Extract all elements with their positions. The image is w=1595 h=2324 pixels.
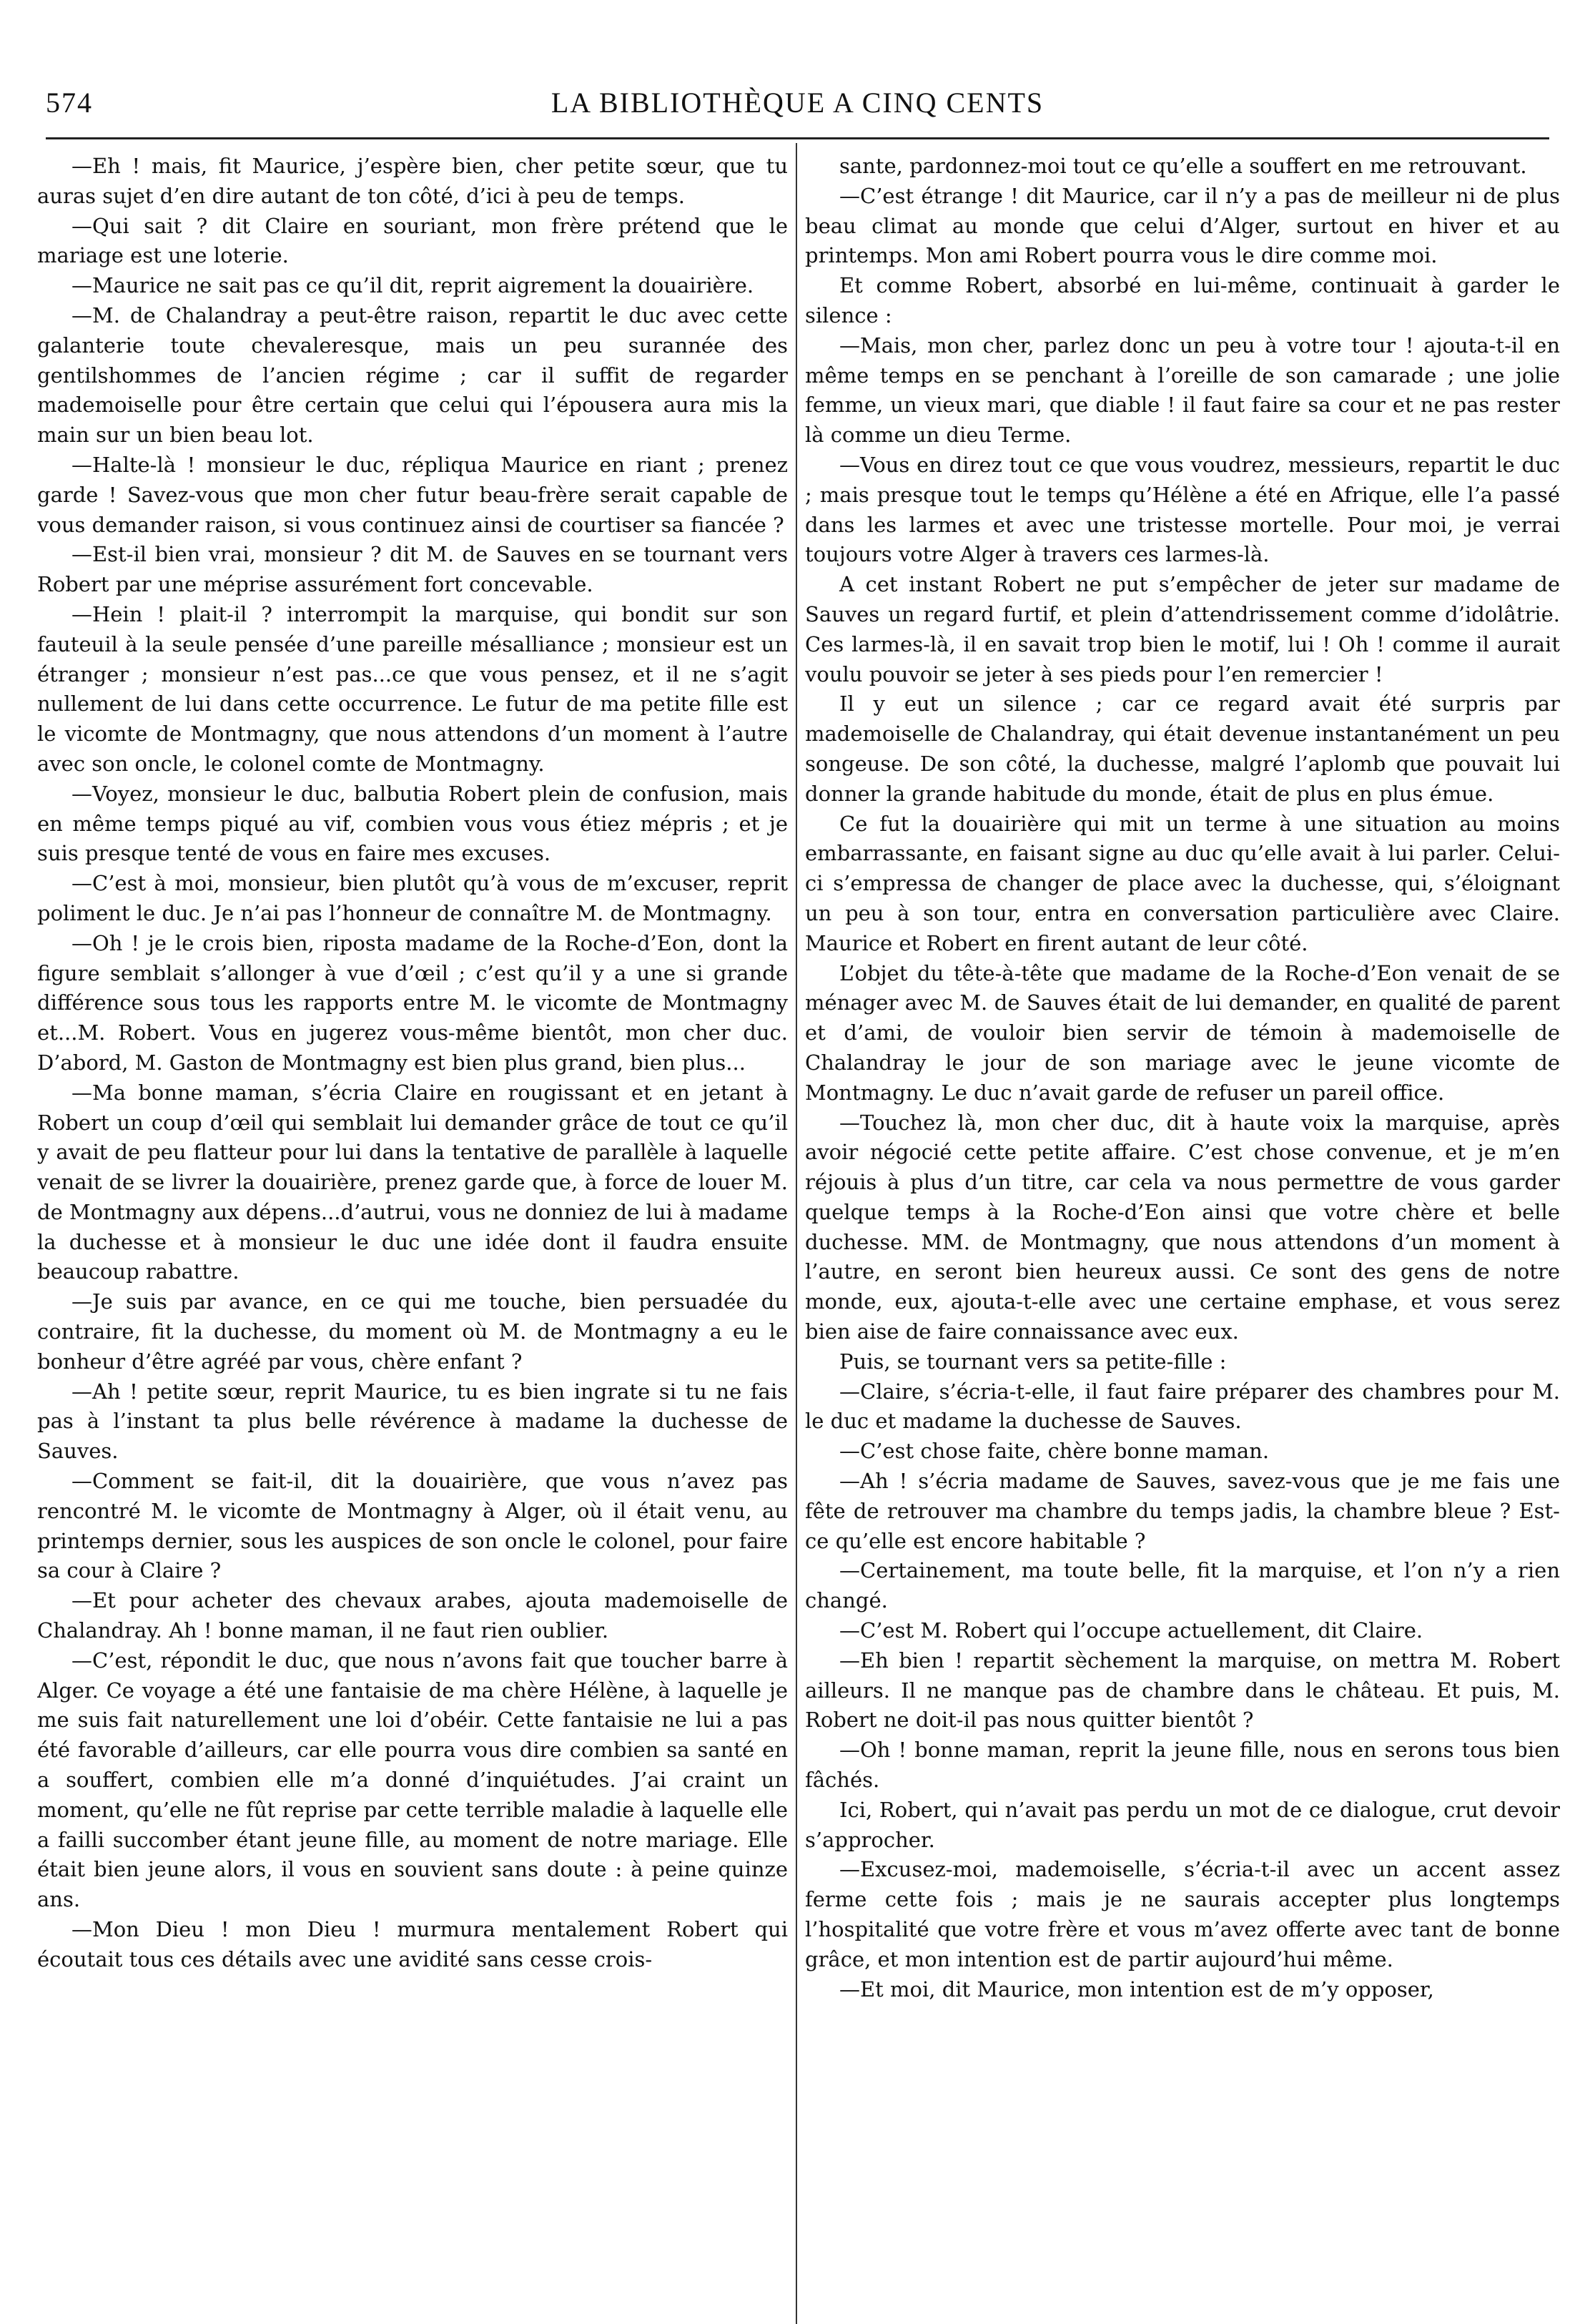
- paragraph: —Est-il bien vrai, monsieur ? dit M. de Sauves en se tournant vers Robert par une méprise assurément fort concevable.: [37, 542, 788, 597]
- paragraph: —Mais, mon cher, parlez donc un peu à votre tour ! ajouta-t-il en même temps en se penchant à l’oreille de son camarade ; une jolie femme, un vieux mari, que diable ! il faut faire sa cour et ne pas rester là comme un dieu Terme.: [805, 333, 1560, 448]
- paragraph: —Voyez, monsieur le duc, balbutia Robert plein de confusion, mais en même temps piqué au vif, combien vous vous étiez mépris ; et je suis presque tenté de vous en faire mes excuses.: [37, 781, 788, 866]
- paragraph: —Hein ! plait-il ? interrompit la marquise, qui bondit sur son fauteuil à la seule pensée d’une pareille mésalliance ; monsieur est un étranger ; monsieur n’est pas...ce que vous pensez, et il ne s’agit nullement de lui dans cette occurrence. Le futur de ma petite fille est le vicomte de Montmagny, que nous attendons d’un moment à l’autre avec son oncle, le colonel comte de Montmagny.: [37, 601, 788, 776]
- paragraph: —Et moi, dit Maurice, mon intention est de m’y opposer,: [839, 1976, 1434, 2002]
- paragraph: —C’est M. Robert qui l’occupe actuellement, dit Claire.: [839, 1618, 1423, 1643]
- paragraph: —Oh ! je le crois bien, riposta madame de la Roche-d’Eon, dont la figure semblait s’allonger à vue d’œil ; c’est qu’il y a une si grande différence sous tous les rapports entre M. le vicomte de Montmagny et...M. Robert. Vous en jugerez vous-même bientôt, mon cher duc. D’abord, M. Gaston de Montmagny est bien plus grand, bien plus...: [37, 930, 788, 1075]
- page-header: [46, 86, 1549, 129]
- paragraph: Puis, se tournant vers sa petite-fille :: [839, 1349, 1227, 1374]
- paragraph: —Vous en direz tout ce que vous voudrez, messieurs, repartit le duc ; mais presque tout le temps qu’Hélène a été en Afrique, elle l’a passé dans les larmes et avec une tristesse mortelle. Pour moi, je verrai toujours votre Alger à travers ces larmes-là.: [805, 452, 1560, 567]
- paragraph: Et comme Robert, absorbé en lui-même, continuait à garder le silence :: [805, 273, 1560, 328]
- right-column: [805, 152, 1560, 2305]
- running-title: LA BIBLIOTHÈQUE A CINQ CENTS: [550, 87, 1045, 119]
- paragraph: —C’est, répondit le duc, que nous n’avons fait que toucher barre à Alger. Ce voyage a été une fantaisie de ma chère Hélène, à laquelle je me suis fait naturellement une loi d’obéir. Cette fantaisie ne lui a pas été favorable d’ailleurs, car elle pourra vous dire combien sa santé en a souffert, combien elle m’a donné d’inquiétudes. J’ai craint un moment, qu’elle ne fût reprise par cette terrible maladie à laquelle elle a failli succomber étant jeune fille, au moment de notre mariage. Elle était bien jeune alors, il vous en souvient sans doute : à peine quinze ans.: [37, 1648, 788, 1912]
- paragraph: —Et pour acheter des chevaux arabes, ajouta mademoiselle de Chalandray. Ah ! bonne maman, il ne faut rien oublier.: [37, 1588, 788, 1643]
- paragraph: —Comment se fait-il, dit la douairière, que vous n’avez pas rencontré M. le vicomte de Montmagny à Alger, où il était venu, au printemps dernier, sous les auspices de son oncle le colonel, pour faire sa cour à Claire ?: [37, 1469, 788, 1583]
- paragraph: A cet instant Robert ne put s’empêcher de jeter sur madame de Sauves un regard furtif, et plein d’attendrissement comme d’idolâtrie. Ces larmes-là, il en savait trop bien le motif, lui ! Oh ! comme il aurait voulu pouvoir se jeter à ses pieds pour l’en remercier !: [805, 572, 1560, 686]
- paragraph: —Mon Dieu ! mon Dieu ! murmura mentalement Robert qui écoutait tous ces détails avec une avidité sans cesse crois-: [37, 1917, 788, 1971]
- paragraph: —Touchez là, mon cher duc, dit à haute voix la marquise, après avoir négocié cette petite affaire. C’est chose convenue, et je m’en réjouis à plus d’un titre, car cela va nous permettre de vous garder quelque temps à la Roche-d’Eon ainsi que votre chère et belle duchesse. MM. de Montmagny, que nous attendons d’un moment à l’autre, en seront bien heureux aussi. Ce sont des gens de notre monde, eux, ajouta-t-elle avec une certaine emphase, et vous serez bien aise de faire connaissance avec eux.: [805, 1110, 1560, 1344]
- paragraph: —Qui sait ? dit Claire en souriant, mon frère prétend que le mariage est une loterie.: [37, 213, 788, 268]
- column-divider: [796, 143, 797, 2324]
- paragraph: —Halte-là ! monsieur le duc, répliqua Maurice en riant ; prenez garde ! Savez-vous que mon cher futur beau-frère serait capable de vous demander raison, si vous continuez ainsi de courtiser sa fiancée ?: [37, 452, 788, 537]
- paragraph: —Ma bonne maman, s’écria Claire en rougissant et en jetant à Robert un coup d’œil qui semblait lui demander grâce de tout ce qu’il y avait de peu flatteur pour lui dans la tentative de parallèle à laquelle venait de se livrer la douairière, prenez garde que, à force de louer M. de Montmagny aux dépens...d’autrui, vous ne donniez de lui à madame la duchesse et à monsieur le duc une idée dont il faudra ensuite beaucoup rabattre.: [37, 1080, 788, 1284]
- paragraph: —Maurice ne sait pas ce qu’il dit, reprit aigrement la douairière.: [71, 273, 754, 298]
- paragraph: —Claire, s’écria-t-elle, il faut faire préparer des chambres pour M. le duc et madame la duchesse de Sauves.: [805, 1379, 1560, 1434]
- paragraph: —Eh ! mais, fit Maurice, j’espère bien, cher petite sœur, que tu auras sujet d’en dire autant de ton côté, d’ici à peu de temps.: [37, 154, 788, 208]
- page-number: 574: [46, 87, 93, 119]
- paragraph: —Certainement, ma toute belle, fit la marquise, et l’on n’y a rien changé.: [805, 1558, 1560, 1613]
- paragraph: —Je suis par avance, en ce qui me touche, bien persuadée du contraire, fit la duchesse, du moment où M. de Montmagny a eu le bonheur d’être agréé par vous, chère enfant ?: [37, 1289, 788, 1374]
- paragraph: —Ah ! petite sœur, reprit Maurice, tu es bien ingrate si tu ne fais pas à l’instant ta plus belle révérence à madame la duchesse de Sauves.: [37, 1379, 788, 1464]
- paragraph: —C’est à moi, monsieur, bien plutôt qu’à vous de m’excuser, reprit poliment le duc. Je n’ai pas l’honneur de connaître M. de Montmagny.: [37, 871, 788, 925]
- paragraph: Il y eut un silence ; car ce regard avait été surpris par mademoiselle de Chalandray, qui était devenue instantanément un peu songeuse. De son côté, la duchesse, malgré l’aplomb que pouvait lui donner la grande habitude du monde, était de plus en plus émue.: [805, 691, 1560, 806]
- paragraph: —Oh ! bonne maman, reprit la jeune fille, nous en serons tous bien fâchés.: [805, 1738, 1560, 1793]
- paragraph: —Excusez-moi, mademoiselle, s’écria-t-il avec un accent assez ferme cette fois ; mais je ne saurais accepter plus longtemps l’hospitalité que votre frère et vous m’avez offerte avec tant de bonne grâce, et mon intention est de partir aujourd’hui même.: [805, 1857, 1560, 1971]
- paragraph: sante, pardonnez-moi tout ce qu’elle a souffert en me retrouvant.: [839, 154, 1527, 178]
- paragraph: —Eh bien ! repartit sèchement la marquise, on mettra M. Robert ailleurs. Il ne manque pas de chambre dans le château. Et puis, M. Robert ne doit-il pas nous quitter bientôt ?: [805, 1648, 1560, 1733]
- paragraph: —M. de Chalandray a peut-être raison, repartit le duc avec cette galanterie toute chevaleresque, mais un peu surannée des gentilshommes de l’ancien régime ; car il suffit de regarder mademoiselle pour être certain que celui qui l’épousera aura mis la main sur un bien beau lot.: [37, 302, 788, 448]
- paragraph: Ce fut la douairière qui mit un terme à une situation au moins embarrassante, en faisant signe au duc qu’elle avait à lui parler. Celui-ci s’empressa de changer de place avec la duchesse, qui, s’éloignant un peu à son tour, entra en conversation particulière avec Claire. Maurice et Robert en firent autant de leur côté.: [805, 811, 1560, 955]
- paragraph: —C’est chose faite, chère bonne maman.: [839, 1439, 1270, 1464]
- header-rule: [46, 137, 1549, 139]
- paragraph: L’objet du tête-à-tête que madame de la Roche-d’Eon venait de se ménager avec M. de Sauves était de lui demander, en qualité de parent et d’ami, de vouloir bien servir de témoin à mademoiselle de Chalandray le jour de son mariage avec le jeune vicomte de Montmagny. Le duc n’avait garde de refuser un pareil office.: [805, 960, 1560, 1105]
- paragraph: —Ah ! s’écria madame de Sauves, savez-vous que je me fais une fête de retrouver ma chambre du temps jadis, la chambre bleue ? Est-ce qu’elle est encore habitable ?: [805, 1469, 1560, 1553]
- left-column: [37, 152, 788, 2305]
- paragraph: —C’est étrange ! dit Maurice, car il n’y a pas de meilleur ni de plus beau climat au monde que celui d’Alger, surtout en hiver et au printemps. Mon ami Robert pourra vous le dire comme moi.: [805, 183, 1560, 268]
- paragraph: Ici, Robert, qui n’avait pas perdu un mot de ce dialogue, crut devoir s’approcher.: [805, 1797, 1560, 1852]
